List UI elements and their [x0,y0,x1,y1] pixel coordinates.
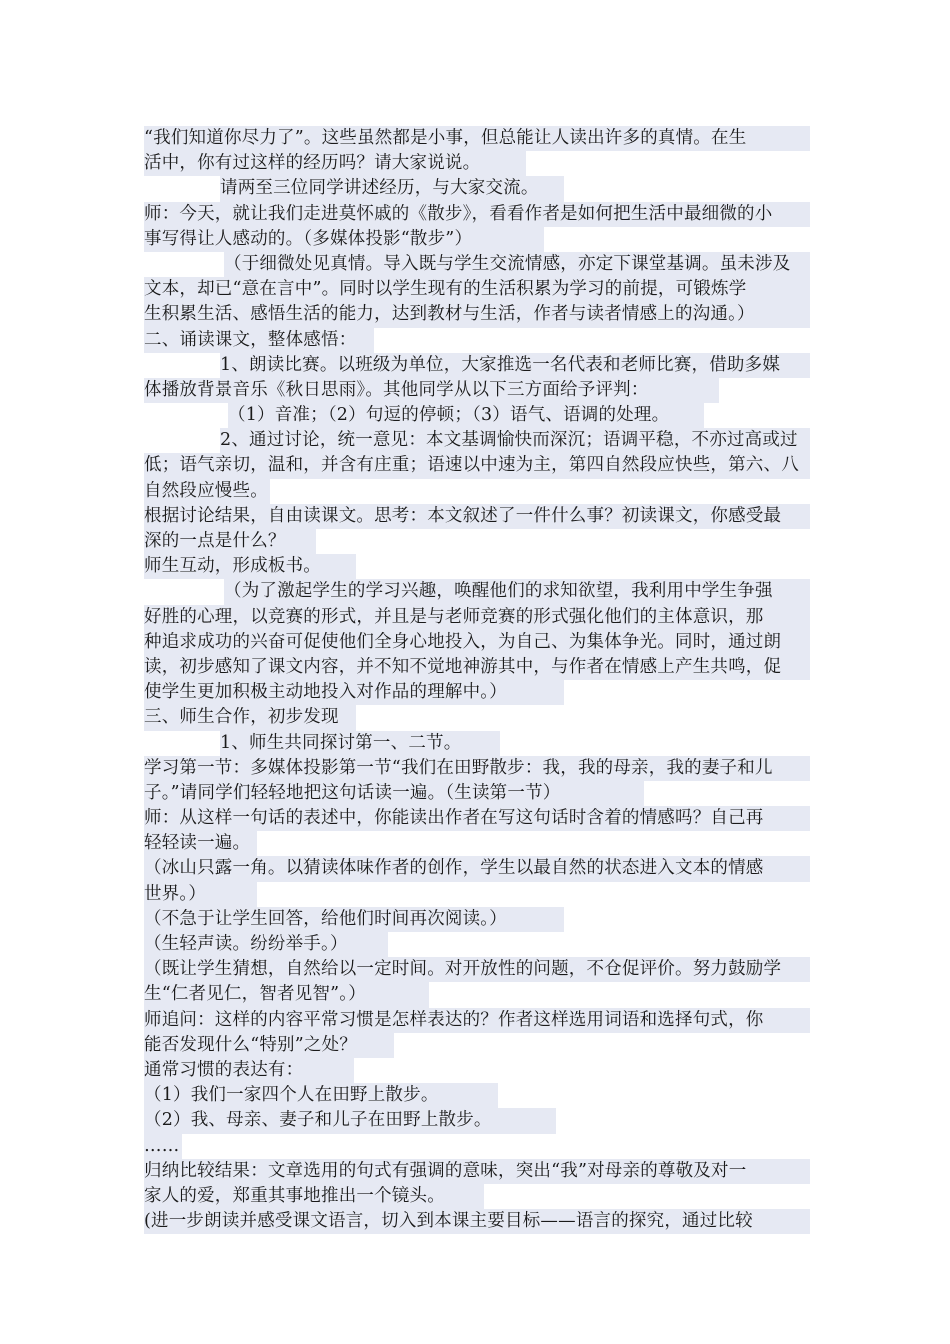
text-line-content: （冰山只露一角。以猜读体味作者的创作，学生以最自然的状态进入文本的情感 [144,856,810,881]
text-line-content: 师：从这样一句话的表述中，你能读出作者在写这句话时含着的情感吗？自己再 [144,806,810,831]
text-line [144,605,810,630]
text-line [144,227,810,252]
text-line [144,1159,810,1184]
text-line [144,957,810,982]
text-line-content: 二、诵读课文，整体感悟： [144,328,374,353]
text-line-content: 根据讨论结果，自由读课文。思考：本文叙述了一件什么事？初读课文，你感受最 [144,504,810,529]
text-line [144,680,810,705]
text-line [144,453,810,478]
text-line-content: …… [144,1134,182,1159]
text-line-content: 好胜的心理，以竞赛的形式，并且是与老师竞赛的形式强化他们的主体意识，那 [144,605,810,630]
text-line [144,151,810,176]
text-line [144,1008,810,1033]
text-line [144,328,810,353]
text-line-content: “我们知道你尽力了”。这些虽然都是小事，但总能让人读出许多的真情。在生 [144,126,810,151]
text-line [144,1184,810,1209]
text-line [144,806,810,831]
text-line-content: 能否发现什么“特别”之处？ [144,1033,394,1058]
text-line-content: 归纳比较结果：文章选用的句式有强调的意味，突出“我”对母亲的尊敬及对一 [144,1159,810,1184]
text-line [144,1209,810,1234]
text-line-content: （不急于让学生回答，给他们时间再次阅读。） [144,907,564,932]
text-line [144,126,810,151]
text-line [144,831,810,856]
text-line [144,353,810,378]
text-line-content: 1、师生共同探讨第一、二节。 [220,731,500,756]
text-line [144,856,810,881]
text-line [144,554,810,579]
text-line [144,882,810,907]
text-line-content: 世界。） [144,882,257,907]
document-body [144,126,810,1234]
text-line [144,302,810,327]
text-line [144,252,810,277]
text-line-content: （生轻声读。纷纷举手。） [144,932,388,957]
text-line [144,1083,810,1108]
text-line [144,731,810,756]
text-line-content: （于细微处见真情。导入既与学生交流情感，亦定下课堂基调。虽未涉及 [224,252,810,277]
text-line-content: 种追求成功的兴奋可促使他们全身心地投入，为自己、为集体争光。同时，通过朗 [144,630,810,655]
text-line [144,529,810,554]
text-line-content: （1）我们一家四个人在田野上散步。 [144,1083,498,1108]
text-line [144,907,810,932]
text-line-content: 1、朗读比赛。以班级为单位，大家推选一名代表和老师比赛，借助多媒 [220,353,810,378]
text-line-content: 体播放背景音乐《秋日思雨》。其他同学从以下三方面给予评判： [144,378,719,403]
text-line-content: 读，初步感知了课文内容，并不知不觉地神游其中，与作者在情感上产生共鸣，促 [144,655,810,680]
text-line [144,479,810,504]
text-line-content: 学习第一节：多媒体投影第一节“我们在田野散步：我，我的母亲，我的妻子和儿 [144,756,810,781]
text-line-content: 自然段应慢些。 [144,479,270,504]
text-line-content: 生积累生活、感悟生活的能力，达到教材与生活，作者与读者情感上的沟通。） [144,302,810,327]
text-line [144,504,810,529]
text-line-content: 使学生更加积极主动地投入对作品的理解中。） [144,680,564,705]
text-line-content: （既让学生猜想，自然给以一定时间。对开放性的问题，不仓促评价。努力鼓励学 [144,957,810,982]
text-line-content: 请两至三位同学讲述经历，与大家交流。 [220,176,564,201]
text-line [144,202,810,227]
text-line-content: 师追问：这样的内容平常习惯是怎样表达的？作者这样选用词语和选择句式，你 [144,1008,810,1033]
text-line [144,781,810,806]
text-line [144,403,810,428]
text-line-content: 深的一点是什么？ [144,529,316,554]
text-line [144,579,810,604]
text-line-content: 家人的爱，郑重其事地推出一个镜头。 [144,1184,484,1209]
text-line [144,176,810,201]
text-line-content: 2、通过讨论，统一意见：本文基调愉快而深沉；语调平稳，不亦过高或过 [220,428,810,453]
text-line-content: 活中，你有过这样的经历吗？请大家说说。 [144,151,526,176]
text-line-content: （2）我、母亲、妻子和儿子在田野上散步。 [144,1108,556,1133]
text-line-content: 文本，却已“意在言中”。同时以学生现有的生活积累为学习的前提，可锻炼学 [144,277,810,302]
text-line-content: 子。”请同学们轻轻地把这句话读一遍。（生读第一节） [144,781,644,806]
text-line [144,277,810,302]
text-line [144,705,810,730]
text-line [144,1033,810,1058]
text-line [144,630,810,655]
text-line-content: 三、师生合作，初步发现 [144,705,356,730]
text-line [144,655,810,680]
text-line [144,756,810,781]
text-line [144,982,810,1007]
text-line [144,1108,810,1133]
text-line-content: (进一步朗读并感受课文语言，切入到本课主要目标——语言的探究，通过比较 [144,1209,810,1234]
text-line-content: 师：今天，就让我们走进莫怀戚的《散步》，看看作者是如何把生活中最细微的小 [144,202,810,227]
text-line-content: 生“仁者见仁，智者见智”。） [144,982,429,1007]
text-line-content: 低；语气亲切，温和，并含有庄重；语速以中速为主，第四自然段应快些，第六、八 [144,453,810,478]
text-line-content: 师生互动，形成板书。 [144,554,356,579]
text-line [144,932,810,957]
text-line [144,1134,810,1159]
text-line-content: （1）音准；（2）句逗的停顿；（3）语气、语调的处理。 [228,403,704,428]
text-line-content: 轻轻读一遍。 [144,831,257,856]
text-line-content: （为了激起学生的学习兴趣，唤醒他们的求知欲望，我利用中学生争强 [224,579,810,604]
text-line-content: 通常习惯的表达有： [144,1058,354,1083]
text-line [144,428,810,453]
text-line [144,378,810,403]
text-line [144,1058,810,1083]
text-line-content: 事写得让人感动的。（多媒体投影“散步”） [144,227,544,252]
